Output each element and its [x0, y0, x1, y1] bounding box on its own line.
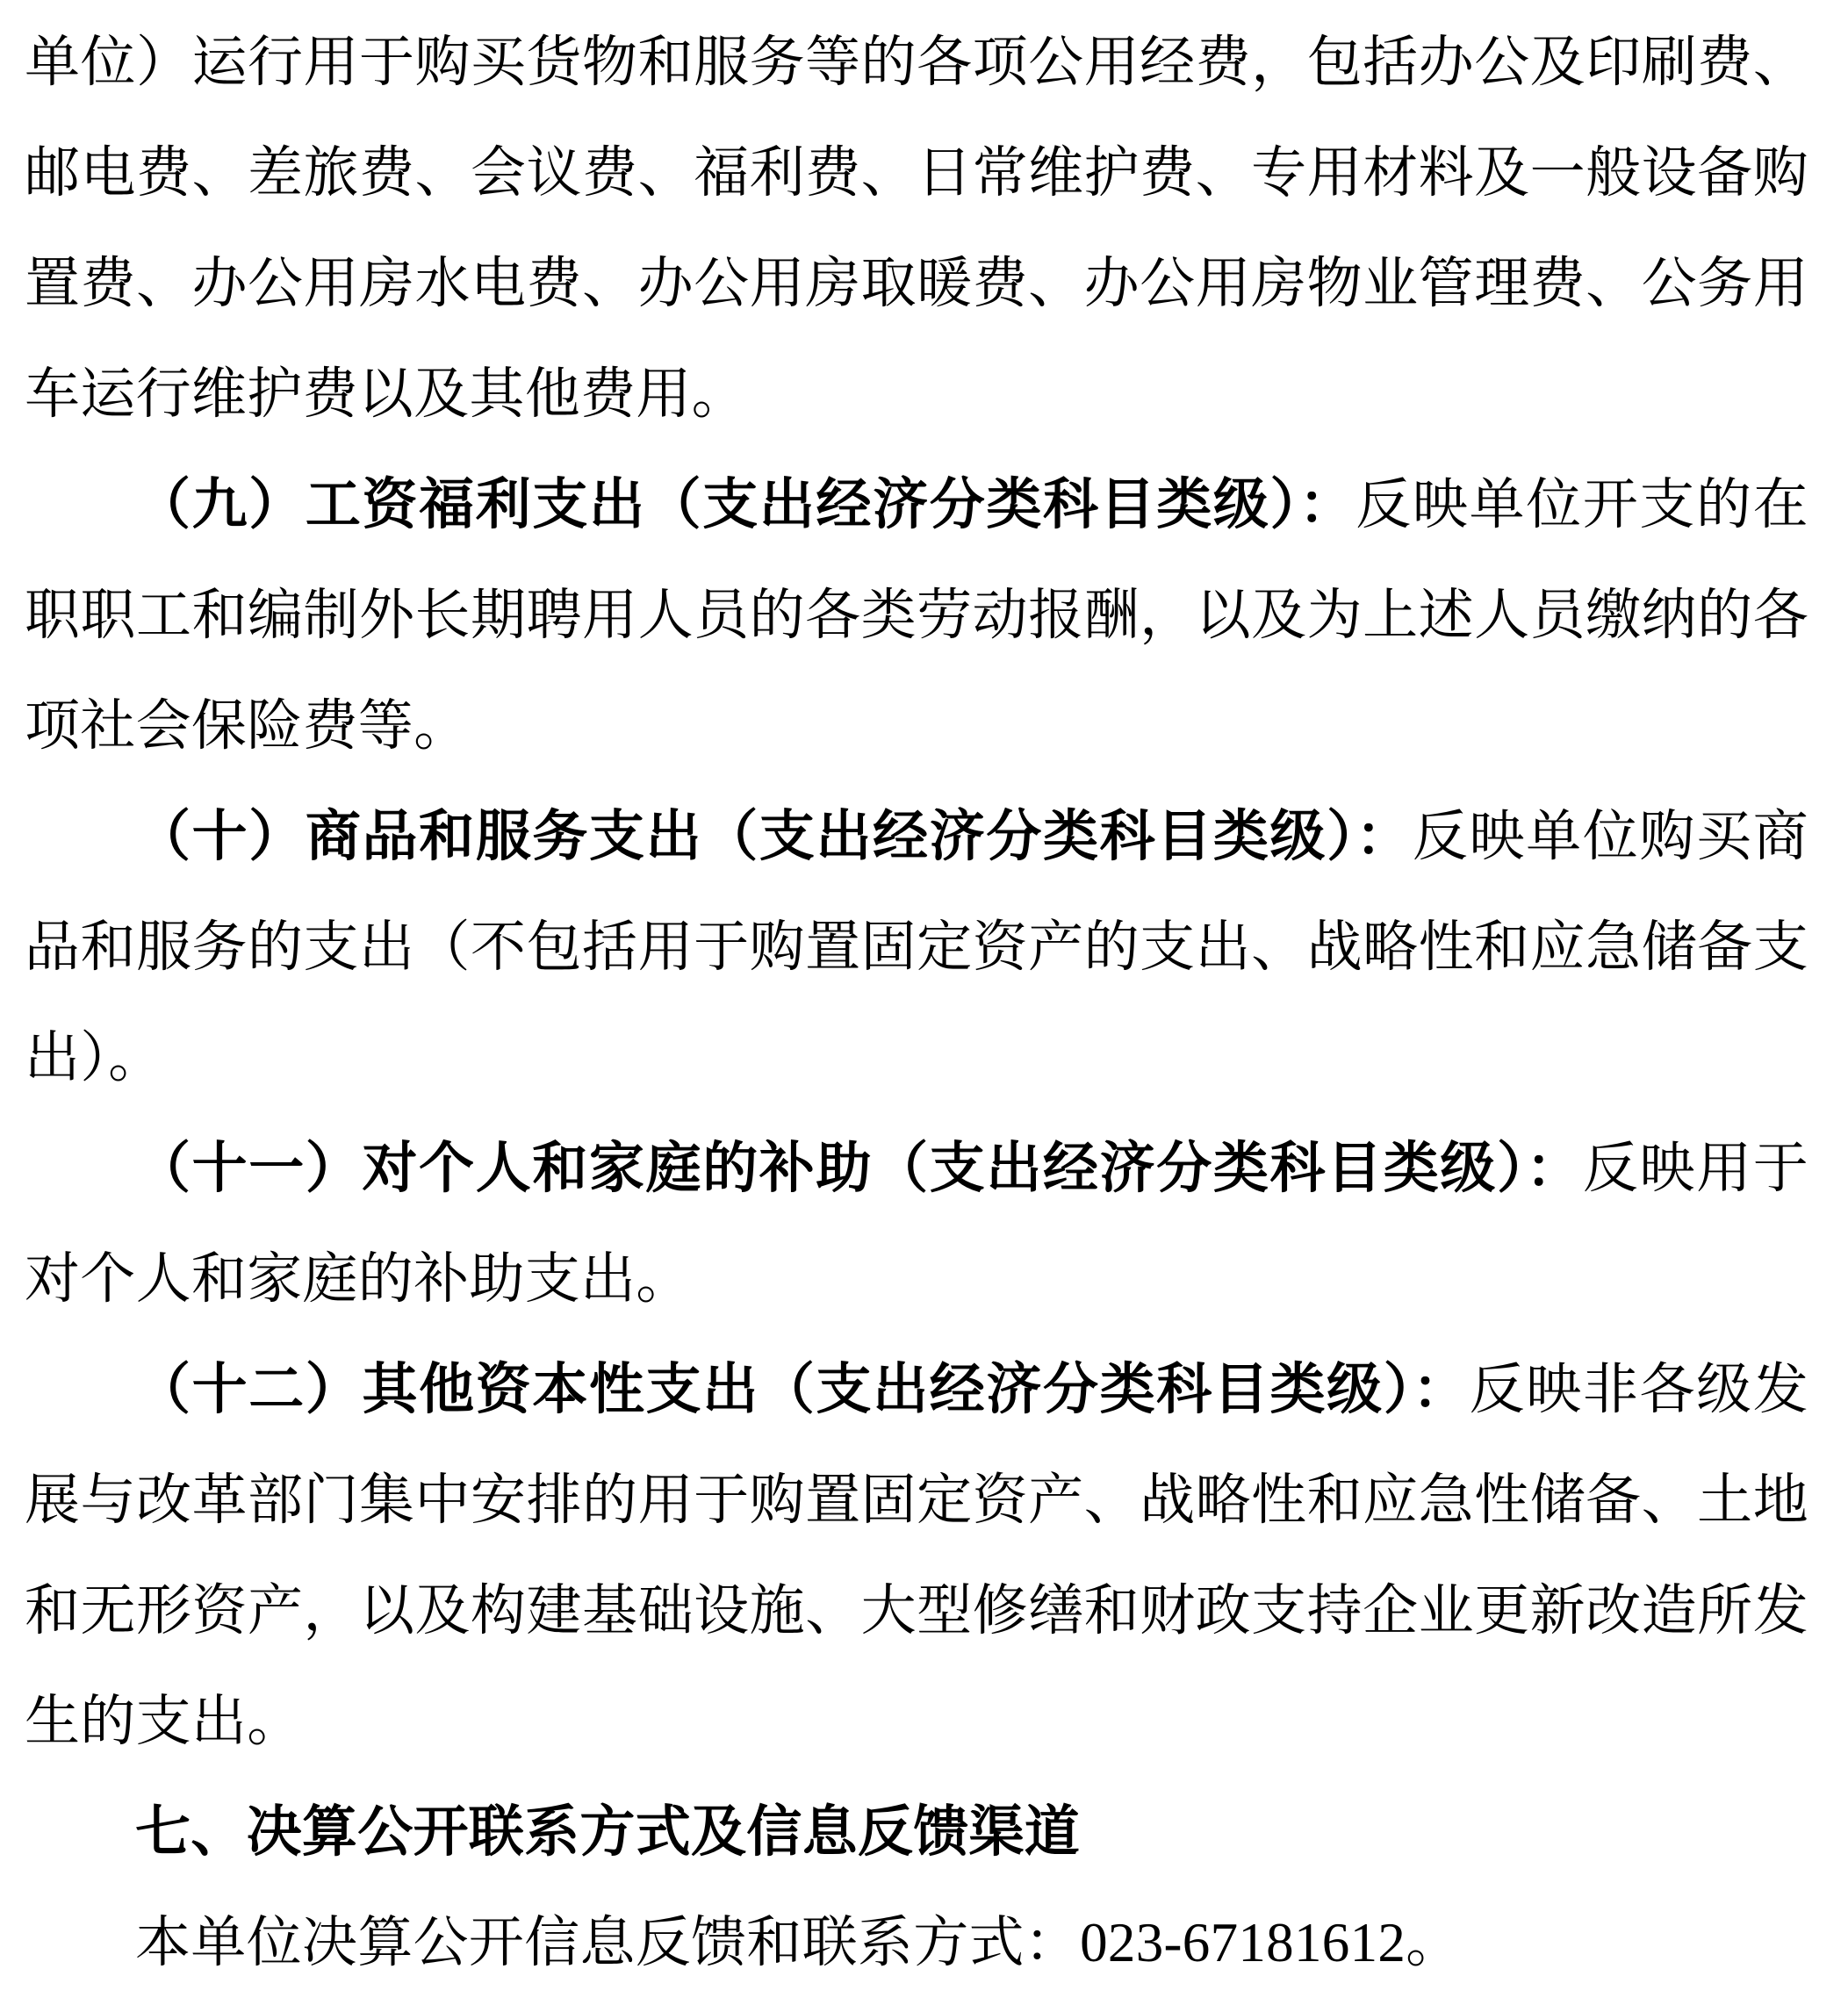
bold-text-segment: 七、决算公开联系方式及信息反馈渠道: [135, 1801, 1081, 1863]
text-line: [25, 1002, 1808, 1113]
text-segment: 车运行维护费以及其他费用。: [25, 363, 747, 425]
text-line: [25, 1224, 1808, 1334]
text-line: [25, 7, 1808, 118]
bold-text-segment: （十一）对个人和家庭的补助（支出经济分类科目类级）：: [135, 1138, 1583, 1199]
text-line: [25, 1445, 1808, 1556]
bold-text-segment: （十二）其他资本性支出（支出经济分类科目类级）：: [135, 1359, 1470, 1420]
text-segment: 项社会保险费等。: [25, 695, 470, 757]
text-segment: 置费、办公用房水电费、办公用房取暖费、办公用房物业管理费、公务用: [25, 253, 1808, 314]
text-line: [25, 671, 1808, 781]
text-segment: 邮电费、差旅费、会议费、福利费、日常维护费、专用材料及一般设备购: [25, 142, 1808, 204]
text-line: [25, 560, 1808, 671]
text-segment: 和无形资产，以及构建基础设施、大型修缮和财政支持企业更新改造所发: [25, 1580, 1808, 1642]
text-line: [25, 118, 1808, 228]
text-segment: 生的支出。: [25, 1691, 303, 1752]
text-segment: 单位）运行用于购买货物和服务等的各项公用经费，包括办公及印刷费、: [25, 32, 1808, 93]
bold-text-segment: （九）工资福利支出（支出经济分类科目类级）：: [135, 474, 1356, 535]
text-line: [25, 339, 1808, 449]
text-line: [25, 1887, 1808, 1998]
text-segment: 反映单位购买商: [1412, 806, 1808, 867]
text-line: [25, 449, 1808, 560]
text-line: [25, 1556, 1808, 1666]
text-segment: 对个人和家庭的补助支出。: [25, 1248, 692, 1310]
text-segment: 反映单位开支的在: [1355, 474, 1808, 535]
text-segment: 本单位决算公开信息反馈和联系方式：023-67181612。: [135, 1912, 1462, 1973]
text-line: [25, 892, 1808, 1002]
text-segment: 展与改革部门集中安排的用于购置固定资产、战略性和应急性储备、土地: [25, 1470, 1808, 1531]
text-segment: 出）。: [25, 1027, 164, 1089]
text-segment: 品和服务的支出（不包括用于购置固定资产的支出、战略性和应急储备支: [25, 916, 1808, 978]
text-line: [25, 1666, 1808, 1777]
text-segment: 职职工和编制外长期聘用人员的各类劳动报酬，以及为上述人员缴纳的各: [25, 585, 1808, 646]
text-line: [25, 1113, 1808, 1224]
text-segment: 反映用于: [1582, 1138, 1808, 1199]
text-line: [25, 1777, 1808, 1887]
text-line: [25, 228, 1808, 339]
text-segment: 反映非各级发: [1469, 1359, 1808, 1420]
bold-text-segment: （十）商品和服务支出（支出经济分类科目类级）：: [135, 806, 1413, 867]
text-line: [25, 1334, 1808, 1445]
text-line: [25, 781, 1808, 892]
